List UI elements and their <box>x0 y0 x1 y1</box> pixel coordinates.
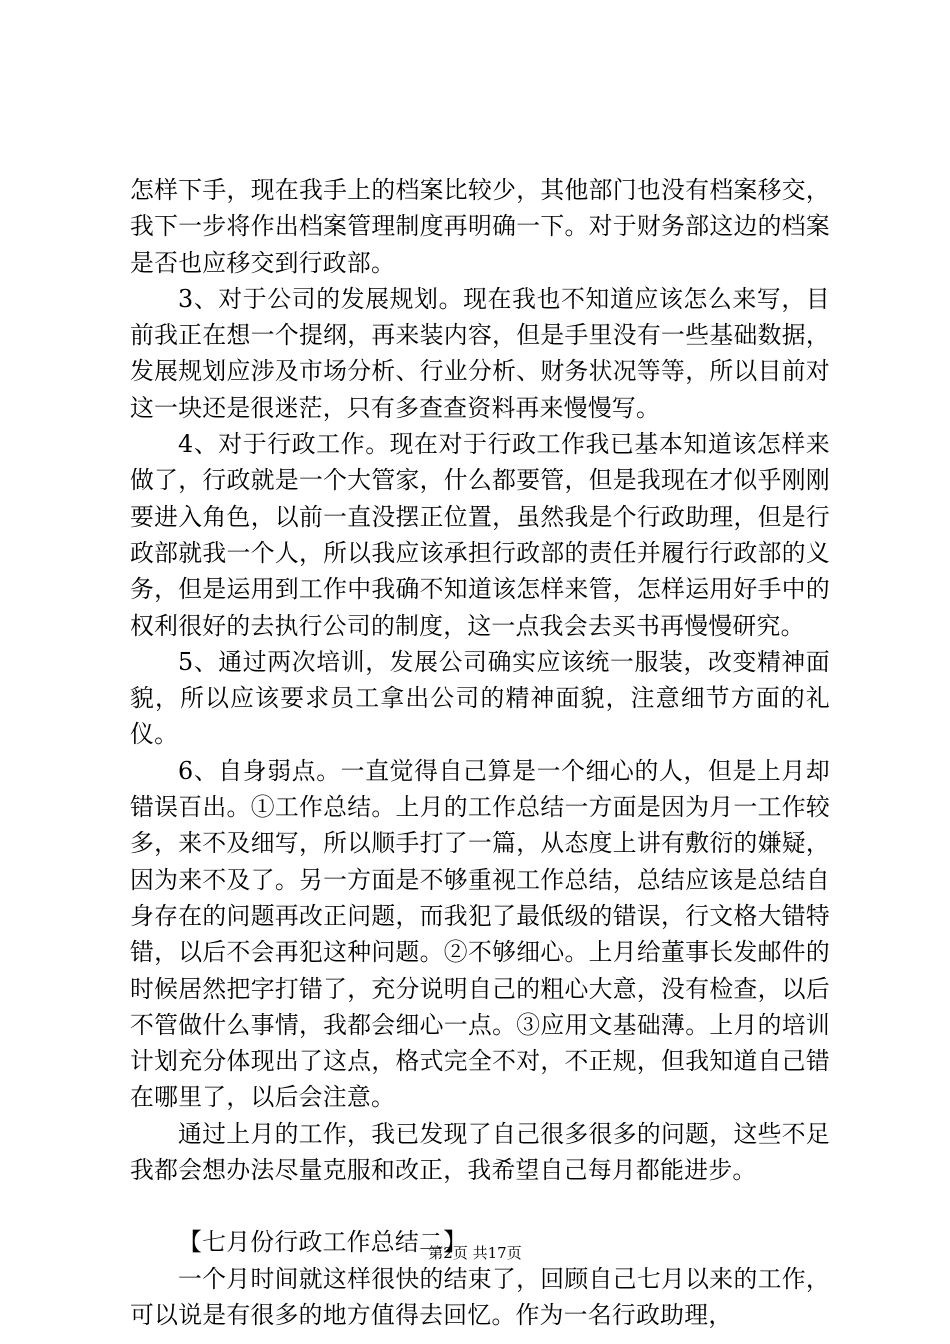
section-gap <box>130 1188 830 1224</box>
document-body <box>130 172 830 1333</box>
paragraph-conclusion: 通过上月的工作，我已发现了自己很多很多的问题，这些不足我都会想办法尽量克服和改正，我希望自己每月都能进步。 <box>130 1119 830 1185</box>
paragraph-weaknesses: 6、自身弱点。一直觉得自己算是一个细心的人，但是上月却错误百出。①工作总结。上月的工作总结一方面是因为月一工作较多，来不及细写，所以顺手打了一篇，从态度上讲有敷衍的嫌疑，因为来不及了。另一方面是不够重视工作总结，总结应该是总结自身存在的问题再改正问题，而我犯了最低级的错误，行文格大错特错，以后不会再犯这种问题。②不够细心。上月给董事长发邮件的时候居然把字打错了，充分说明自己的粗心大意，没有检查，以后不管做什么事情，我都会细心一点。③应用文基础薄。上月的培训计划充分体现出了这点，格式完全不对，不正规，但我知道自己错在哪里了，以后会注意。 <box>130 756 830 1112</box>
page-number-footer: 第2页 共17页 <box>428 1244 522 1262</box>
paragraph-administrative-work: 4、对于行政工作。现在对于行政工作我已基本知道该怎样来做了，行政就是一个大管家，什么都要管，但是我现在才似乎刚刚要进入角色，以前一直没摆正位置，虽然我是个行政助理，但是行政部就我一个人，所以我应该承担行政部的责任并履行行政部的义务，但是运用到工作中我确不知道该怎样来管，怎样运用好手中的权利很好的去执行公司的制度，这一点我会去买书再慢慢研究。 <box>130 430 830 640</box>
paragraph-training: 5、通过两次培训，发展公司确实应该统一服装，改变精神面貌，所以应该要求员工拿出公司的精神面貌，注意细节方面的礼仪。 <box>130 647 830 749</box>
paragraph-archives-continued: 怎样下手，现在我手上的档案比较少，其他部门也没有档案移交，我下一步将作出档案管理制度再明确一下。对于财务部这边的档案是否也应移交到行政部。 <box>130 176 830 277</box>
section-heading: 【七月份行政工作总结二】 <box>178 1228 468 1257</box>
paragraph-development-plan: 3、对于公司的发展规划。现在我也不知道应该怎么来写，目前我正在想一个提纲，再来装内容，但是手里没有一些基础数据，发展规划应涉及市场分析、行业分析、财务状况等等，所以目前对这一块还是很迷茫，只有多查查资料再来慢慢写。 <box>130 284 830 422</box>
paragraph-section-two-intro: 一个月时间就这样很快的结束了，回顾自己七月以来的工作，可以说是有很多的地方值得去回忆。作为一名行政助理， <box>130 1264 830 1329</box>
